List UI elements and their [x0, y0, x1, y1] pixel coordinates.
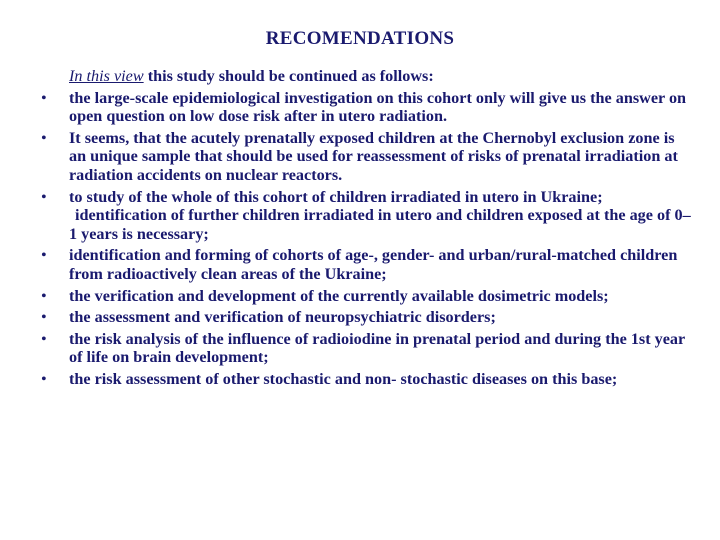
list-item-text: to study of the whole of this cohort of children irradiated in utero in Ukraine;	[69, 187, 603, 206]
list-item	[40, 330, 692, 367]
bullet-icon: •	[41, 246, 47, 265]
bullet-icon: •	[41, 308, 47, 327]
list-item-text: identification and forming of cohorts of age-, gender- and urban/rural-matched children from radioactively clean areas of the Ukraine;	[69, 246, 678, 283]
bullet-icon: •	[41, 329, 47, 348]
list-item	[40, 129, 692, 185]
list-item-text: the large-scale epidemiological investigation on this cohort only will give us the answer on open question on low dose risk after in utero radiation.	[69, 88, 687, 126]
bullet-icon: •	[41, 88, 47, 107]
list-item	[40, 89, 692, 126]
list-item	[40, 188, 692, 244]
list-item-text: the risk assessment of other stochastic and non- stochastic diseases on this base;	[69, 369, 618, 388]
list-item-text: the risk analysis of the influence of radioiodine in prenatal period and during the 1st year of life on brain development;	[69, 329, 685, 367]
list-item-text: the verification and development of the currently available dosimetric models;	[69, 286, 609, 305]
list-item	[40, 287, 692, 306]
intro-text: this study should be continued as follows:	[143, 67, 434, 85]
list-item	[40, 370, 692, 389]
intro-line	[69, 67, 692, 86]
bullet-icon: •	[41, 286, 47, 305]
slide-title: RECOMENDATIONS	[265, 28, 455, 49]
list-item	[40, 246, 692, 283]
list-item-subtext: identification of further children irradiated in utero and children exposed at the age of 0–1 years is necessary;	[69, 206, 691, 243]
list-item	[40, 308, 692, 327]
bullet-icon: •	[41, 187, 47, 206]
intro-emphasis: In this view	[69, 67, 144, 85]
recommendation-list	[40, 89, 692, 389]
bullet-icon: •	[41, 128, 47, 147]
bullet-icon: •	[41, 369, 47, 388]
slide-content	[40, 67, 692, 392]
list-item-text: It seems, that the acutely prenatally exposed children at the Chernobyl exclusion zone is an unique sample that should be used for reassessment of risks of prenatal irradiation at radiation accidents on nuclear reactors.	[69, 128, 678, 184]
list-item-text: the assessment and verification of neuropsychiatric disorders;	[69, 308, 496, 327]
